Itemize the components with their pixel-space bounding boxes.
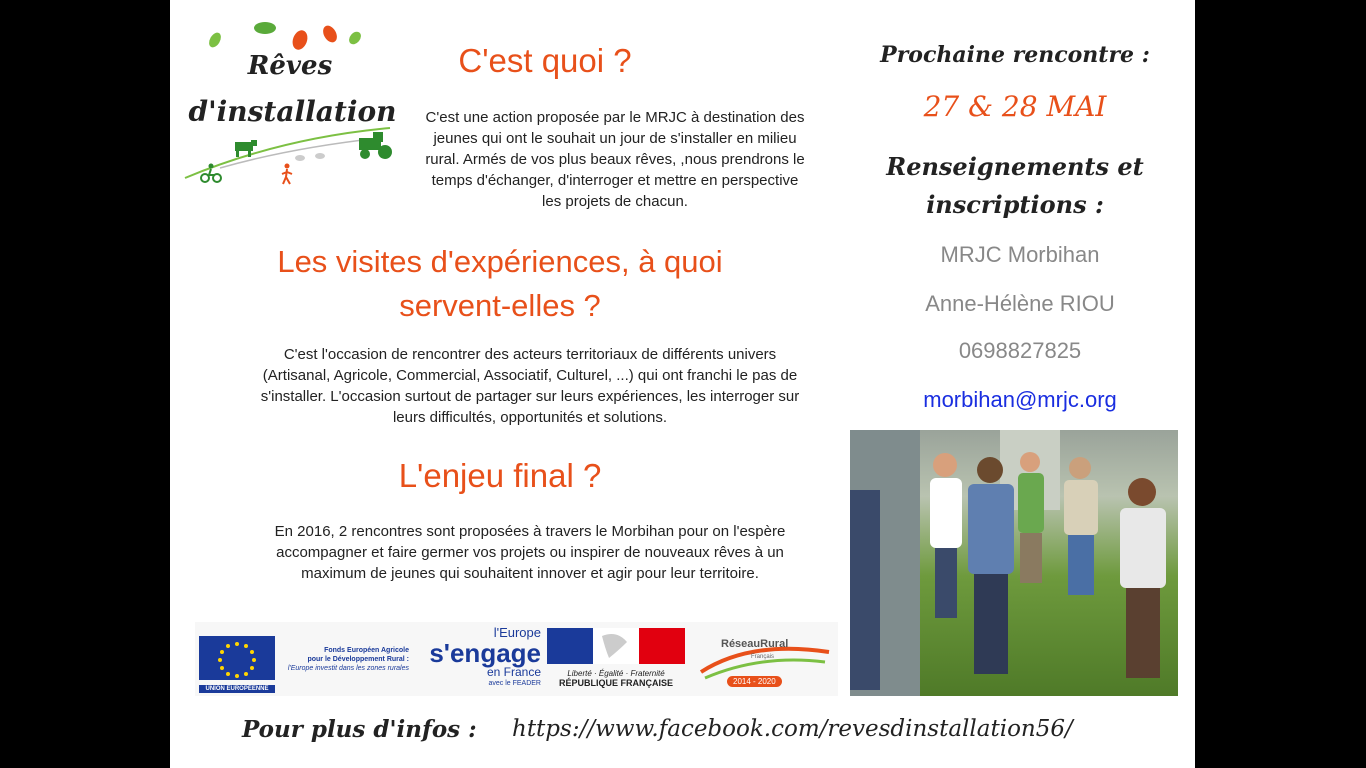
contact-person: Anne-Hélène RIOU — [925, 291, 1115, 316]
info-label — [850, 148, 1180, 224]
footer-facebook-link[interactable]: https://www.facebook.com/revesdinstallation56/ — [512, 716, 1073, 742]
text-line: C'est une action proposée par le MRJC à destination des — [425, 109, 805, 126]
marianne-icon — [547, 628, 685, 664]
text-line: les projets de chacun. — [542, 193, 688, 210]
text-line: maximum de jeunes qui souhaitent innover et agir pour leur territoire. — [301, 565, 759, 582]
engage-top: l'Europe — [493, 625, 541, 640]
group-photo — [850, 430, 1178, 696]
info-label-line1: Renseignements et — [886, 152, 1144, 181]
text-line: rural. Armés de vos plus beaux rêves, ,nous prendrons le — [425, 151, 805, 168]
heading-what: C'est quoi ? — [458, 42, 632, 79]
eu-logo — [199, 636, 275, 692]
body-visits — [215, 344, 845, 428]
logo-title-line1: Rêves — [247, 51, 333, 81]
people-photo-illustration — [850, 430, 1178, 696]
reseau-rural-logo — [691, 632, 835, 692]
reseau-title: RéseauRural — [721, 638, 789, 650]
reseau-sub: Français — [751, 654, 775, 660]
reves-logo — [180, 18, 400, 193]
engage-logo — [421, 626, 541, 694]
eu-flag-icon — [199, 636, 275, 680]
engage-main: s'engage — [429, 638, 541, 668]
reseau-years: 2014 - 2020 — [727, 676, 782, 687]
heading-goal: L'enjeu final ? — [398, 457, 602, 494]
cyclist-icon — [200, 163, 222, 183]
info-label-line2: inscriptions : — [926, 190, 1104, 219]
contact-phone: 0698827825 — [958, 338, 1082, 363]
republique-logo — [547, 628, 685, 692]
engage-foot: avec le FEADER — [488, 680, 541, 687]
feader-line1: Fonds Européen Agricole — [324, 647, 409, 654]
feader-line3: l'Europe investit dans les zones rurales — [287, 665, 409, 672]
text-line: (Artisanal, Agricole, Commercial, Associatif, Culturel, ...) qui ont franchi le pas de — [262, 367, 798, 384]
text-line: En 2016, 2 rencontres sont proposées à travers le Morbihan pour on l'espère — [274, 523, 786, 540]
text-line: s'installer. L'occasion surtout de partager sur leurs expériences, les interroger sur — [260, 388, 800, 405]
eu-caption: UNION EUROPÉENNE — [199, 685, 275, 693]
partner-logos — [195, 622, 838, 696]
logo-title-line2: d'installation — [188, 95, 397, 128]
flyer-page — [170, 0, 1195, 768]
text-line: accompagner et faire germer vos projets ou inspirer de nouveaux rêves à un — [276, 544, 784, 561]
rf-name: RÉPUBLIQUE FRANÇAISE — [558, 678, 673, 688]
text-line: C'est l'occasion de rencontrer des acteurs territoriaux de différents univers — [283, 346, 777, 363]
contact-email-link[interactable]: morbihan@mrjc.org — [923, 387, 1117, 412]
runner-icon — [280, 163, 294, 185]
next-meeting-label: Prochaine rencontre : — [880, 42, 1150, 68]
text-line: jeunes qui ont le souhait un jour de s'installer en milieu — [433, 130, 797, 147]
contact-org: MRJC Morbihan — [940, 242, 1100, 267]
engage-sub: en France — [486, 665, 541, 679]
heading-visits-line2: servent-elles ? — [399, 288, 601, 323]
cow-icon — [232, 138, 258, 158]
tractor-icon — [355, 130, 397, 160]
feader-line2: pour le Développement Rural : — [307, 656, 409, 663]
heading-visits — [230, 240, 770, 328]
body-what — [395, 107, 835, 212]
text-line: temps d'échanger, d'interroger et mettre en perspective — [431, 172, 799, 189]
footer-label: Pour plus d'infos : — [242, 716, 477, 743]
text-line: leurs difficultés, opportunités et solutions. — [392, 409, 668, 426]
next-meeting-date: 27 & 28 MAI — [923, 90, 1107, 123]
rf-motto: Liberté · Égalité · Fraternité — [567, 669, 665, 678]
feader-text — [279, 646, 409, 673]
heading-visits-line1: Les visites d'expériences, à quoi — [277, 244, 723, 279]
body-goal — [230, 521, 830, 584]
